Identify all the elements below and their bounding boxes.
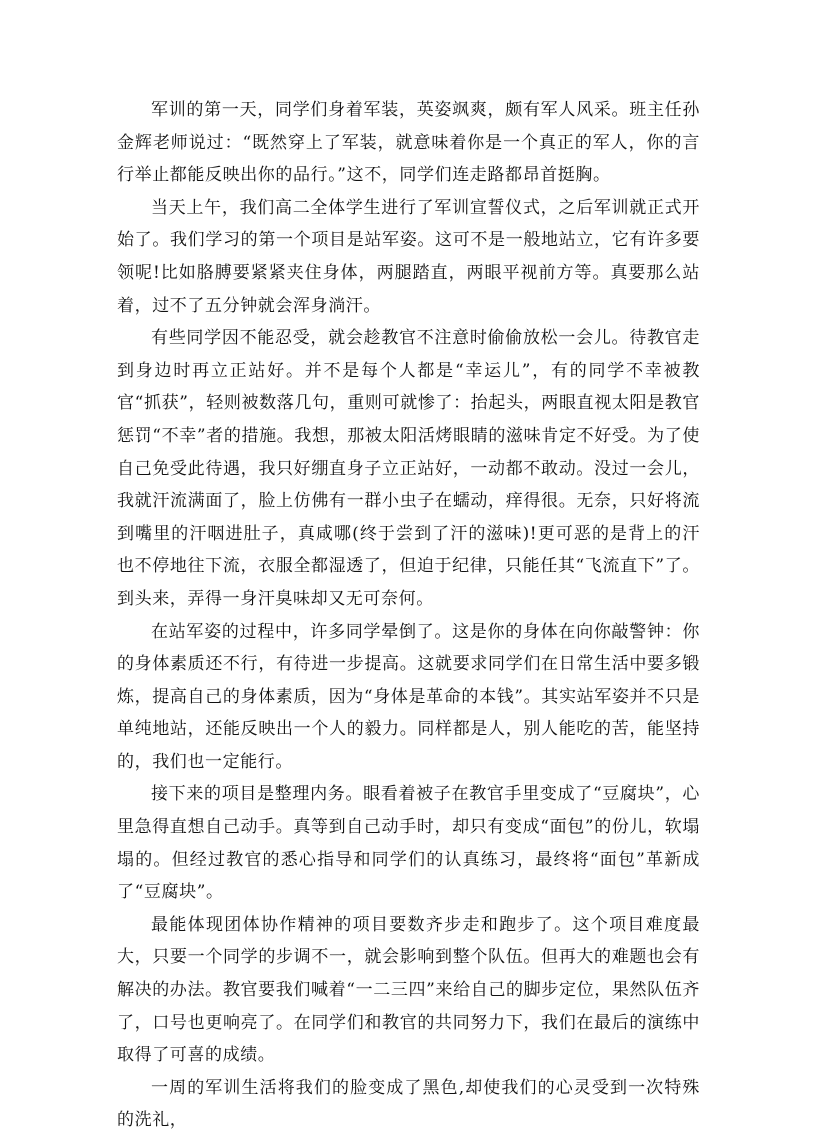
paragraph-4: 在站军姿的过程中，许多同学晕倒了。这是你的身体在向你敲警钟：你的身体素质还不行，有待进一步提高。这就要求同学们在日常生活中要多锻炼，提高自己的身体素质，因为“身体是革命的本钱”。其实站军姿并不只是单纯地站，还能反映出一个人的毅力。同样都是人，别人能吃的苦，能坚持的，我们也一定能行。 <box>117 621 700 772</box>
document-body <box>117 94 700 1137</box>
paragraph-3: 有些同学因不能忍受，就会趁教官不注意时偷偷放松一会儿。待教官走到身边时再立正站好。并不是每个人都是“幸运儿”，有的同学不幸被教官“抓获”，轻则被数落几句，重则可就惨了：抬起头，两眼直视太阳是教官惩罚“不幸”者的措施。我想，那被太阳活烤眼睛的滋味肯定不好受。为了使自己免受此待遇，我只好绷直身子立正站好，一动都不敢动。没过一会儿，我就汗流满面了，脸上仿佛有一群小虫子在蠕动，痒得很。无奈，只好将流到嘴里的汗咽进肚子，真咸哪(终于尝到了汗的滋味)!更可恶的是背上的汗也不停地往下流，衣服全都湿透了，但迫于纪律，只能任其“飞流直下”了。到头来，弄得一身汗臭味却又无可奈何。 <box>117 328 700 609</box>
paragraph-7: 一周的军训生活将我们的脸变成了黑色,却使我们的心灵受到一次特殊的洗礼， <box>117 1077 700 1131</box>
paragraph-5: 接下来的项目是整理内务。眼看着被子在教官手里变成了“豆腐块”，心里急得直想自己动手。真等到自己动手时，却只有变成“面包”的份儿，软塌塌的。但经过教官的悉心指导和同学们的认真练习，最终将“面包”革新成了“豆腐块”。 <box>117 784 700 903</box>
paragraph-1: 军训的第一天，同学们身着军装，英姿飒爽，颇有军人风采。班主任孙金辉老师说过：“既然穿上了军装，就意味着你是一个真正的军人，你的言行举止都能反映出你的品行。”这不，同学们连走路都昂首挺胸。 <box>117 100 700 186</box>
paragraph-2: 当天上午，我们高二全体学生进行了军训宣誓仪式，之后军训就正式开始了。我们学习的第一个项目是站军姿。这可不是一般地站立，它有许多要领呢!比如胳膊要紧紧夹住身体，两腿踏直，两眼平视前方等。真要那么站着，过不了五分钟就会浑身淌汗。 <box>117 197 700 316</box>
paragraph-6: 最能体现团体协作精神的项目要数齐步走和跑步了。这个项目难度最大，只要一个同学的步调不一，就会影响到整个队伍。但再大的难题也会有解决的办法。教官要我们喊着“一二三四”来给自己的脚步定位，果然队伍齐了，口号也更响亮了。在同学们和教官的共同努力下，我们在最后的演练中取得了可喜的成绩。 <box>117 914 700 1066</box>
